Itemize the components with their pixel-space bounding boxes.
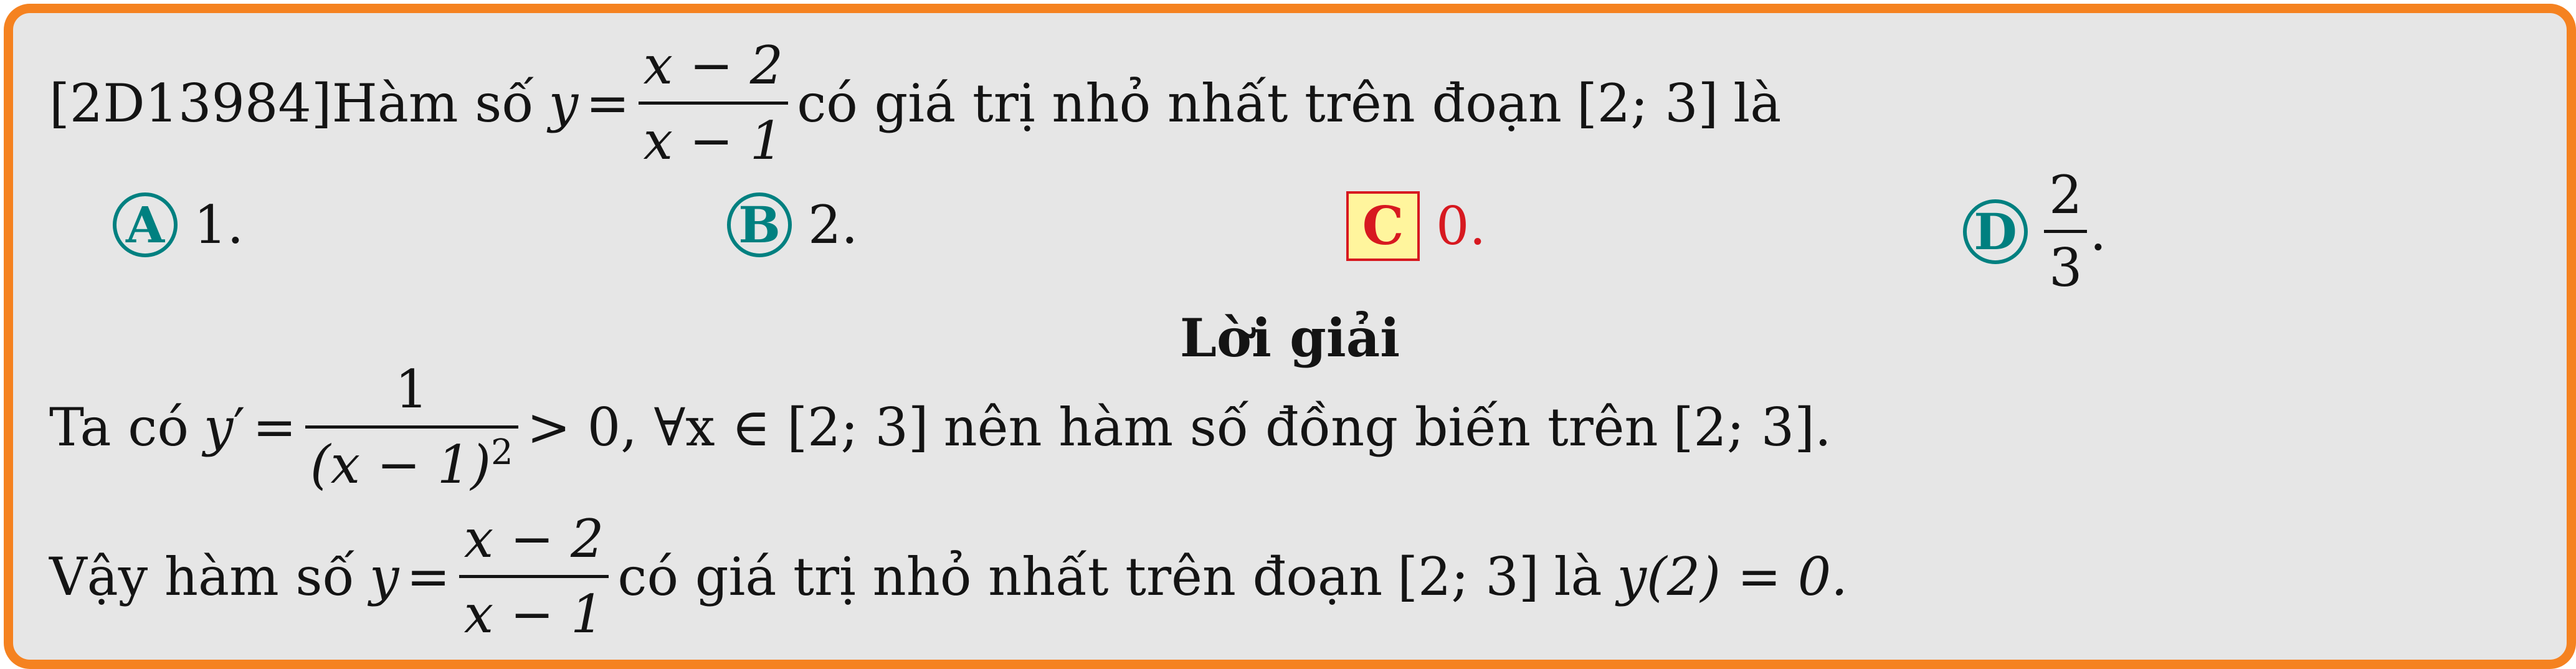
solution-line1-eq: = <box>252 396 297 458</box>
question-card <box>4 4 2576 669</box>
solution-heading: Lời giải <box>1179 307 1400 369</box>
solution-line1-interval: [2; 3]. <box>1673 396 1832 458</box>
fraction-bar <box>2044 230 2087 233</box>
option-d-numerator: 2 <box>2049 164 2083 225</box>
derivative-fraction <box>305 359 518 496</box>
option-a-letter: A <box>113 192 178 257</box>
solution-line1-lhs: y <box>203 396 234 458</box>
question-interval: [2; 3] <box>1576 72 1719 134</box>
solution-line2-result: y(2) = 0. <box>1617 546 1848 607</box>
solution-line1-text-after: nên hàm số đồng biến trên <box>943 396 1658 458</box>
question-code: [2D13984] <box>49 72 332 134</box>
fraction-bar <box>459 575 609 578</box>
solution-line2-y: y <box>369 546 399 607</box>
derivative-den-base: (x − 1) <box>310 434 491 496</box>
option-d-suffix: . <box>2089 201 2107 262</box>
question-numerator: x − 2 <box>643 35 784 96</box>
option-d[interactable] <box>1963 164 2107 299</box>
option-b-value: 2. <box>808 194 858 255</box>
derivative-den-exp: 2 <box>491 432 513 473</box>
option-a[interactable] <box>113 192 244 257</box>
solution-line-2 <box>49 508 1848 645</box>
solution-line2-text-la: là <box>1554 546 1602 607</box>
question-text-after: có giá trị nhỏ nhất trên đoạn <box>797 72 1562 134</box>
question-fraction <box>639 35 789 172</box>
question-eq: = <box>586 72 630 134</box>
solution-line2-fraction <box>459 508 609 645</box>
solution-line2-eq: = <box>406 546 450 607</box>
solution-line2-denominator: x − 1 <box>463 584 604 645</box>
solution-line2-prefix: Vậy hàm số <box>49 546 354 607</box>
option-d-letter: D <box>1963 199 2028 264</box>
solution-line2-numerator: x − 2 <box>463 508 604 569</box>
fraction-bar <box>639 102 789 105</box>
question-text-before: Hàm số <box>331 72 534 134</box>
solution-line1-rest: > 0, ∀x ∈ [2; 3] <box>526 396 929 458</box>
option-c[interactable] <box>1346 191 1486 261</box>
option-c-value: 0. <box>1436 196 1486 257</box>
question-denominator: x − 1 <box>643 110 784 172</box>
solution-line2-text-after: có giá trị nhỏ nhất trên đoạn <box>617 546 1383 607</box>
option-a-value: 1. <box>194 194 244 255</box>
fraction-bar <box>305 425 518 429</box>
option-c-letter: C <box>1346 191 1420 261</box>
question-y: y <box>548 72 579 134</box>
option-b-letter: B <box>727 192 792 257</box>
option-d-denominator: 3 <box>2049 237 2083 299</box>
solution-line1-prefix: Ta có <box>49 396 189 458</box>
solution-line-1 <box>49 359 1832 496</box>
question-text-end: là <box>1733 72 1782 134</box>
solution-line2-interval: [2; 3] <box>1397 546 1539 607</box>
option-b[interactable] <box>727 192 858 257</box>
option-d-fraction <box>2044 164 2087 299</box>
derivative-numerator: 1 <box>395 359 429 420</box>
derivative-denominator <box>305 432 518 496</box>
solution-line1-prime: ′ <box>233 396 245 458</box>
question-line <box>49 35 1782 172</box>
